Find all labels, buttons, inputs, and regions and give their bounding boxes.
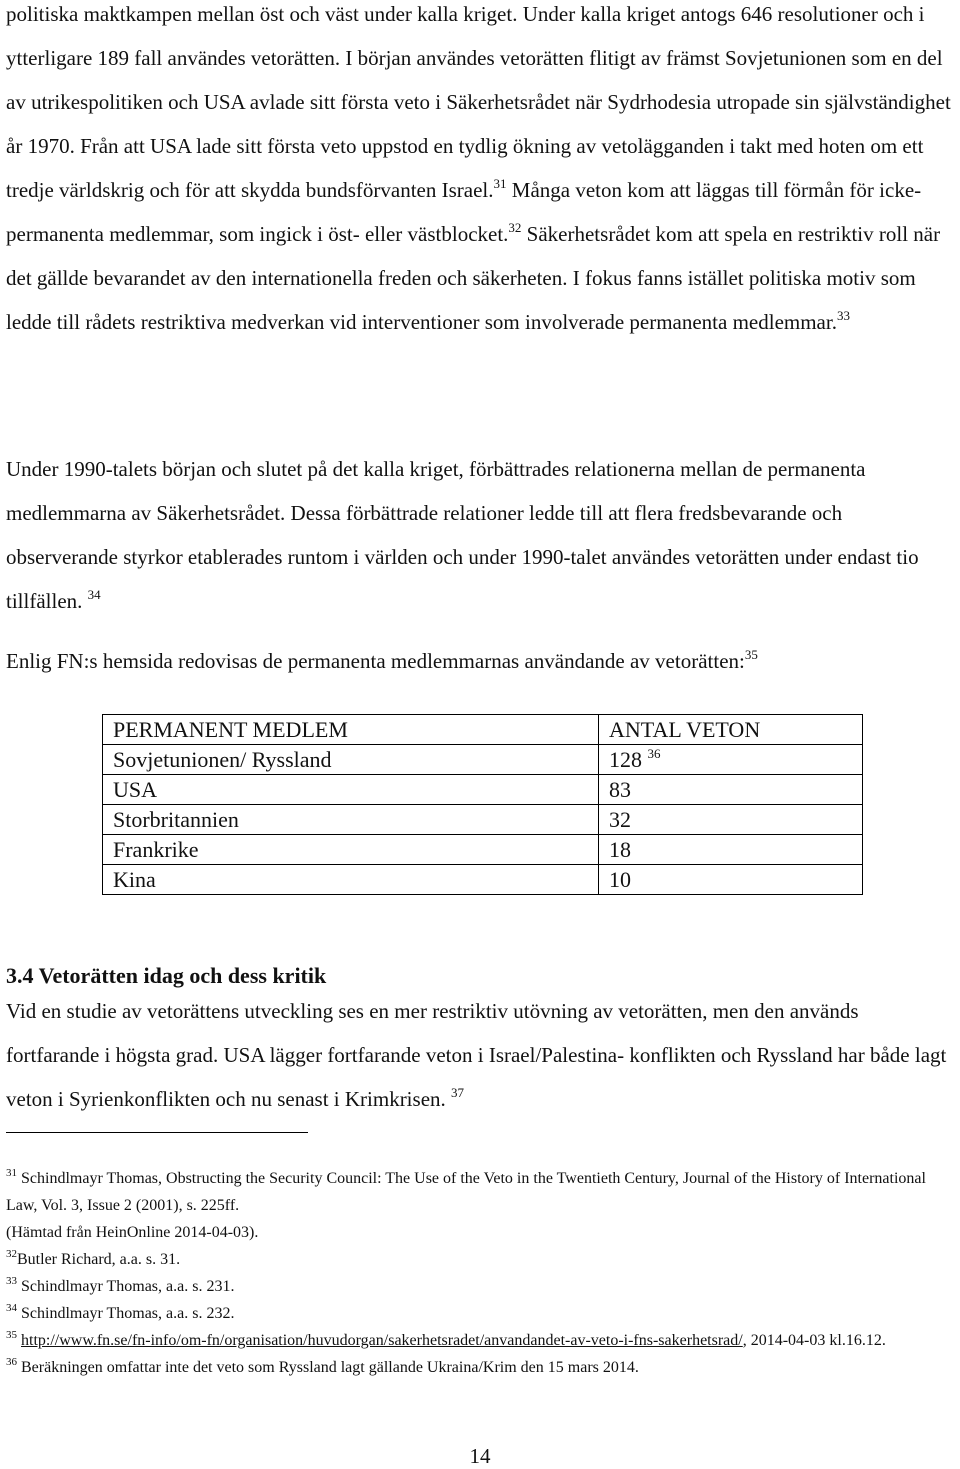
footnote-number: 33 xyxy=(6,1275,17,1287)
footnote-35 xyxy=(6,1327,958,1354)
footnote-text: Beräkningen omfattar inte det veto som Ryssland lagt gällande Ukraina/Krim den 15 mars 2014. xyxy=(17,1359,639,1376)
footnote-33 xyxy=(6,1273,958,1300)
footnote-ref-35[interactable]: 35 xyxy=(744,647,758,662)
paragraph-text: politiska maktkampen mellan öst och väst under kalla kriget. Under kalla kriget antogs 646 resolutioner och i ytterligare 189 fall användes vetorätten. I början användes vetorätten flitigt av främst Sovjetunionen som en del av utrikespolitiken och USA avlade sitt första veto i Säkerhetsrådet när Sydrhodesia utropade sin självständighet år 1970. Från att USA lade sitt första veto uppstod en tydlig ökning av vetolägganden i takt med hoten om ett tredje världskrig och för att skydda bundsförvanten Israel. xyxy=(6,2,951,202)
footnote-text: Schindlmayr Thomas, Obstructing the Security Council: The Use of the Veto in the Twentieth Century, Journal of the History of International Law, Vol. 3, Issue 2 (2001), s. 225ff. xyxy=(6,1170,926,1214)
footnote-ref-32[interactable]: 32 xyxy=(508,220,522,235)
table-row xyxy=(103,865,863,895)
footnote-text: , 2014-04-03 kl.16.12. xyxy=(742,1332,886,1349)
veto-table xyxy=(102,714,863,895)
footnote-number: 32 xyxy=(6,1248,17,1260)
table-row xyxy=(103,775,863,805)
footnote-ref-33[interactable]: 33 xyxy=(836,308,850,323)
footnote-separator xyxy=(6,1132,308,1133)
table-cell-count: 18 xyxy=(599,835,863,865)
footnote-ref-37[interactable]: 37 xyxy=(451,1085,465,1100)
table-header-row xyxy=(103,715,863,745)
footnote-ref-36[interactable]: 36 xyxy=(647,746,661,761)
footnote-ref-34[interactable]: 34 xyxy=(87,587,101,602)
footnote-number: 36 xyxy=(6,1356,17,1368)
table-header-member: PERMANENT MEDLEM xyxy=(103,715,599,745)
paragraph-1990s-relations xyxy=(6,447,956,623)
footnote-31 xyxy=(6,1165,958,1219)
footnote-text: Schindlmayr Thomas, a.a. s. 231. xyxy=(17,1278,235,1295)
table-row xyxy=(103,835,863,865)
table-cell-count: 83 xyxy=(599,775,863,805)
table-row xyxy=(103,745,863,775)
table-cell-member: Sovjetunionen/ Ryssland xyxy=(103,745,599,775)
section-heading: 3.4 Vetorätten idag och dess kritik xyxy=(6,963,327,988)
paragraph-text: Enlig FN:s hemsida redovisas de permanenta medlemmarnas användande av vetorätten: xyxy=(6,649,745,673)
table-cell-count: 10 xyxy=(599,865,863,895)
paragraph-table-intro xyxy=(6,639,956,683)
footnote-34 xyxy=(6,1300,958,1327)
footnote-number: 31 xyxy=(6,1167,17,1179)
paragraph-cold-war-veto xyxy=(6,0,956,344)
paragraph-text: Vid en studie av vetorättens utveckling ses en mer restriktiv utövning av vetorätten, men den används fortfarande i högsta grad. USA lägger fortfarande veton i Israel/Palestina- konflikten och Ryssland har både lagt veton i Syrienkonflikten och nu senast i Krimkrisen. xyxy=(6,999,947,1111)
footnote-ref-31[interactable]: 31 xyxy=(493,176,507,191)
paragraph-text: Under 1990-talets början och slutet på det kalla kriget, förbättrades relationerna mellan de permanenta medlemmarna av Säkerhetsrådet. Dessa förbättrade relationer ledde till att flera fredsbevarande och observerande styrkor etablerades runtom i världen och under 1990-talet användes vetorätten under endast tio tillfällen. xyxy=(6,457,919,613)
footnotes xyxy=(6,1165,958,1381)
table-cell-member: Kina xyxy=(103,865,599,895)
table-cell-member: USA xyxy=(103,775,599,805)
footnote-link[interactable]: http://www.fn.se/fn-info/om-fn/organisation/huvudorgan/sakerhetsradet/anvandandet-av-veto-i-fns-sakerhetsrad/ xyxy=(21,1332,743,1349)
footnote-36 xyxy=(6,1354,958,1381)
table-cell-count xyxy=(599,745,863,775)
footnote-32 xyxy=(6,1246,958,1273)
footnote-text: Schindlmayr Thomas, a.a. s. 232. xyxy=(17,1305,235,1322)
page-number: 14 xyxy=(469,1444,491,1468)
footnote-number: 35 xyxy=(6,1329,17,1341)
table-header-count: ANTAL VETON xyxy=(599,715,863,745)
footnote-text: Butler Richard, a.a. s. 31. xyxy=(17,1251,181,1268)
count-value: 128 xyxy=(609,747,642,772)
paragraph-veto-today xyxy=(6,989,956,1121)
paragraph-text: Många veton kom att läggas till förmån för icke-permanenta medlemmar, som ingick i öst- eller västblocket. xyxy=(6,178,922,246)
table-cell-member: Storbritannien xyxy=(103,805,599,835)
paragraph-text: Säkerhetsrådet kom att spela en restriktiv roll när det gällde bevarandet av den internationella freden och säkerheten. I fokus fanns istället politiska motiv som ledde till rådets restriktiva medverkan vid interventioner som involverade permanenta medlemmar. xyxy=(6,222,941,334)
footnote-number: 34 xyxy=(6,1302,17,1314)
footnote-31-continued: (Hämtad från HeinOnline 2014-04-03). xyxy=(6,1224,259,1241)
table-cell-member: Frankrike xyxy=(103,835,599,865)
table-cell-count: 32 xyxy=(599,805,863,835)
table-row xyxy=(103,805,863,835)
